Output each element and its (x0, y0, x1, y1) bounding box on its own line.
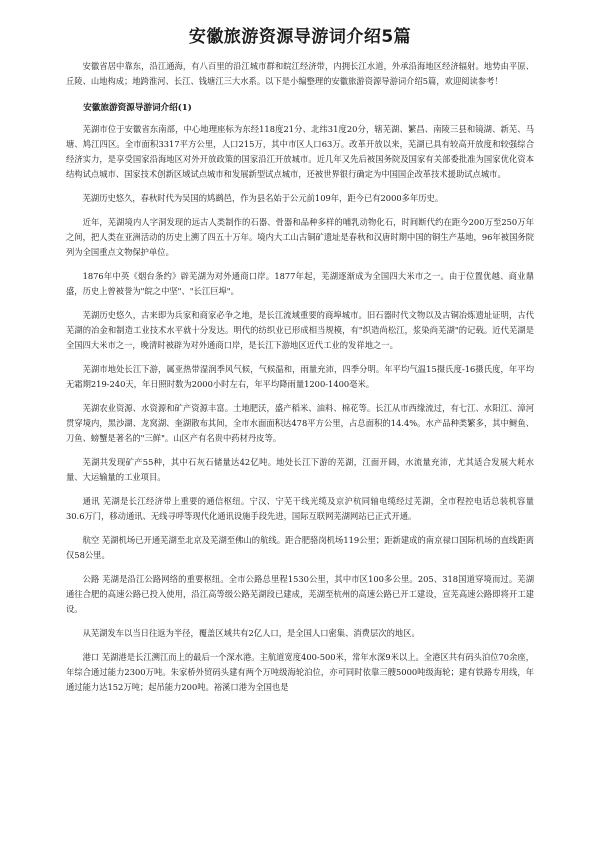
body-paragraph: 航空 芜湖机场已开通芜湖至北京及芜湖至佛山的航线。距合肥骆岗机场119公里；距新建成的南京禄口国际机场的直线距离仅58公里。 (66, 535, 534, 560)
body-paragraph: 芜湖历史悠久，古来即为兵家和商家必争之地，是长江流域重要的商埠城市。旧石器时代文物以及古铜冶炼遗址证明，古代芜湖的冶金和制造工业技术水平就十分发达。明代的纺织业已形成相当规模，有"织造尚松江，浆染尚芜湖"的记载。近代芜湖是全国四大米市之一，晚清时被辟为对外通商口岸，是长江下游地区近代工业的发祥地之一。 (66, 310, 534, 350)
body-paragraph: 芜湖历史悠久，春秋时代为吴国的鸠鹚邑，作为县名始于公元前109年，距今已有2000多年历史。 (82, 193, 444, 203)
body-paragraph: 芜湖共发现矿产55种，其中石灰石储量达42亿吨。地处长江下游的芜湖，江面开阔，水流量充沛，尤其适合发展大耗水量、大运输量的工业项目。 (66, 457, 534, 482)
body-paragraph: 1876年中英《烟台条约》辟芜湖为对外通商口岸。1877年起，芜湖逐渐成为全国四大米市之一。由于位置优越、商业鼎盛，历史上曾被誉为"皖之中坚"、"长江巨埠"。 (66, 271, 534, 296)
body-paragraph: 港口 芜湖港是长江溯江而上的最后一个深水港。主航道宽度400-500米，常年水深9米以上。全港区共有码头泊位70余座，年综合通过能力2300万吨。朱家桥外贸码头建有两个万吨级海轮泊位，亦可同时依靠三艘5000吨级海轮；建有铁路专用线，年通过能力达152万吨；起吊能力200吨。裕溪口港为全国也是 (66, 652, 534, 692)
intro-paragraph: 安徽省居中靠东，沿江通海，有八百里的沿江城市群和皖江经济带，内拥长江水道，外承沿海地区经济辐射。地势由平原、丘陵、山地构成；地跨淮河、长江、钱塘江三大水系。以下是小编整理的安徽旅游资源导游词介绍5篇，欢迎阅读参考！ (66, 61, 534, 86)
body-paragraph: 芜湖市地处长江下游，属亚热带湿润季风气候，气候温和，雨量充沛，四季分明。年平均气温15摄氏度-16摄氏度，年平均无霜期219-240天，年日照时数为2000小时左右，年平均降雨量1200-1400毫米。 (66, 364, 534, 389)
body-paragraph: 从芜湖发车以当日往返为半径，覆盖区域共有2亿人口，是全国人口密集、消费层次的地区。 (82, 628, 420, 638)
section-heading: 安徽旅游资源导游词介绍(1) (83, 103, 192, 113)
page-title: 安徽旅游资源导游词介绍5篇 (188, 27, 412, 47)
body-paragraph: 近年，芜湖境内人字洞发现的远古人类制作的石器、骨器和品种多样的哺乳动物化石，时间断代约在距今200万至250万年之间，把人类在亚洲活动的历史上溯了四五十万年。境内大工山古铜矿遗址是春秋和汉唐时期中国的铜生产基地，96年被国务院列为全国重点文物保护单位。 (66, 217, 534, 257)
body-paragraph: 芜湖市位于安徽省东南部，中心地理座标为东经118度21分、北纬31度20分，辖芜湖、繁昌、南陵三县和镜湖、新芜、马塘、鸠江四区。全市面积3317平方公里，人口215万，其中市区人口63万。改革开放以来，芜湖已具有较高开放度和较强综合经济实力，是享受国家沿海地区对外开放政策的国家沿江开放城市。近几年又先后被国务院及国家有关部委批准为国家优化资本结构试点城市、国家技术创新区域试点城市和发展新型试点城市，还被世界银行确定为中国国企改革技术援助试点城市。 (66, 124, 534, 179)
body-paragraph: 公路 芜湖是沿江公路网络的重要枢纽。全市公路总里程1530公里，其中市区100多公里。205、318国道穿境而过。芜湖通往合肥的高速公路已投入使用，沿江高等级公路芜湖段已建成，芜湖至杭州的高速公路已开工建设，宣芜高速公路即将开工建设。 (66, 574, 534, 614)
body-paragraph: 芜湖农业资源、水资源和矿产资源丰富。土地肥沃，盛产稻米、油料、棉花等。长江从市西缘流过，有七江、水阳江、漳河贯穿境内，黑沙湖、龙窝湖、奎湖散布其间，全市水面面积达478平方公里，占总面积的14.4%。水产品种类繁多，其中鲥鱼、刀鱼、螃蟹是著名的"三鲜"。山区产有名贵中药材丹皮等。 (66, 403, 534, 443)
body-paragraph: 通讯 芜湖是长江经济带上重要的通信枢纽。宁汉、宁芜干线光缆及京沪杭同轴电缆经过芜湖，全市程控电话总装机容量30.6万门，移动通讯、无线寻呼等现代化通讯设施手段先进，国际互联网芜湖网站已正式开通。 (66, 496, 534, 521)
